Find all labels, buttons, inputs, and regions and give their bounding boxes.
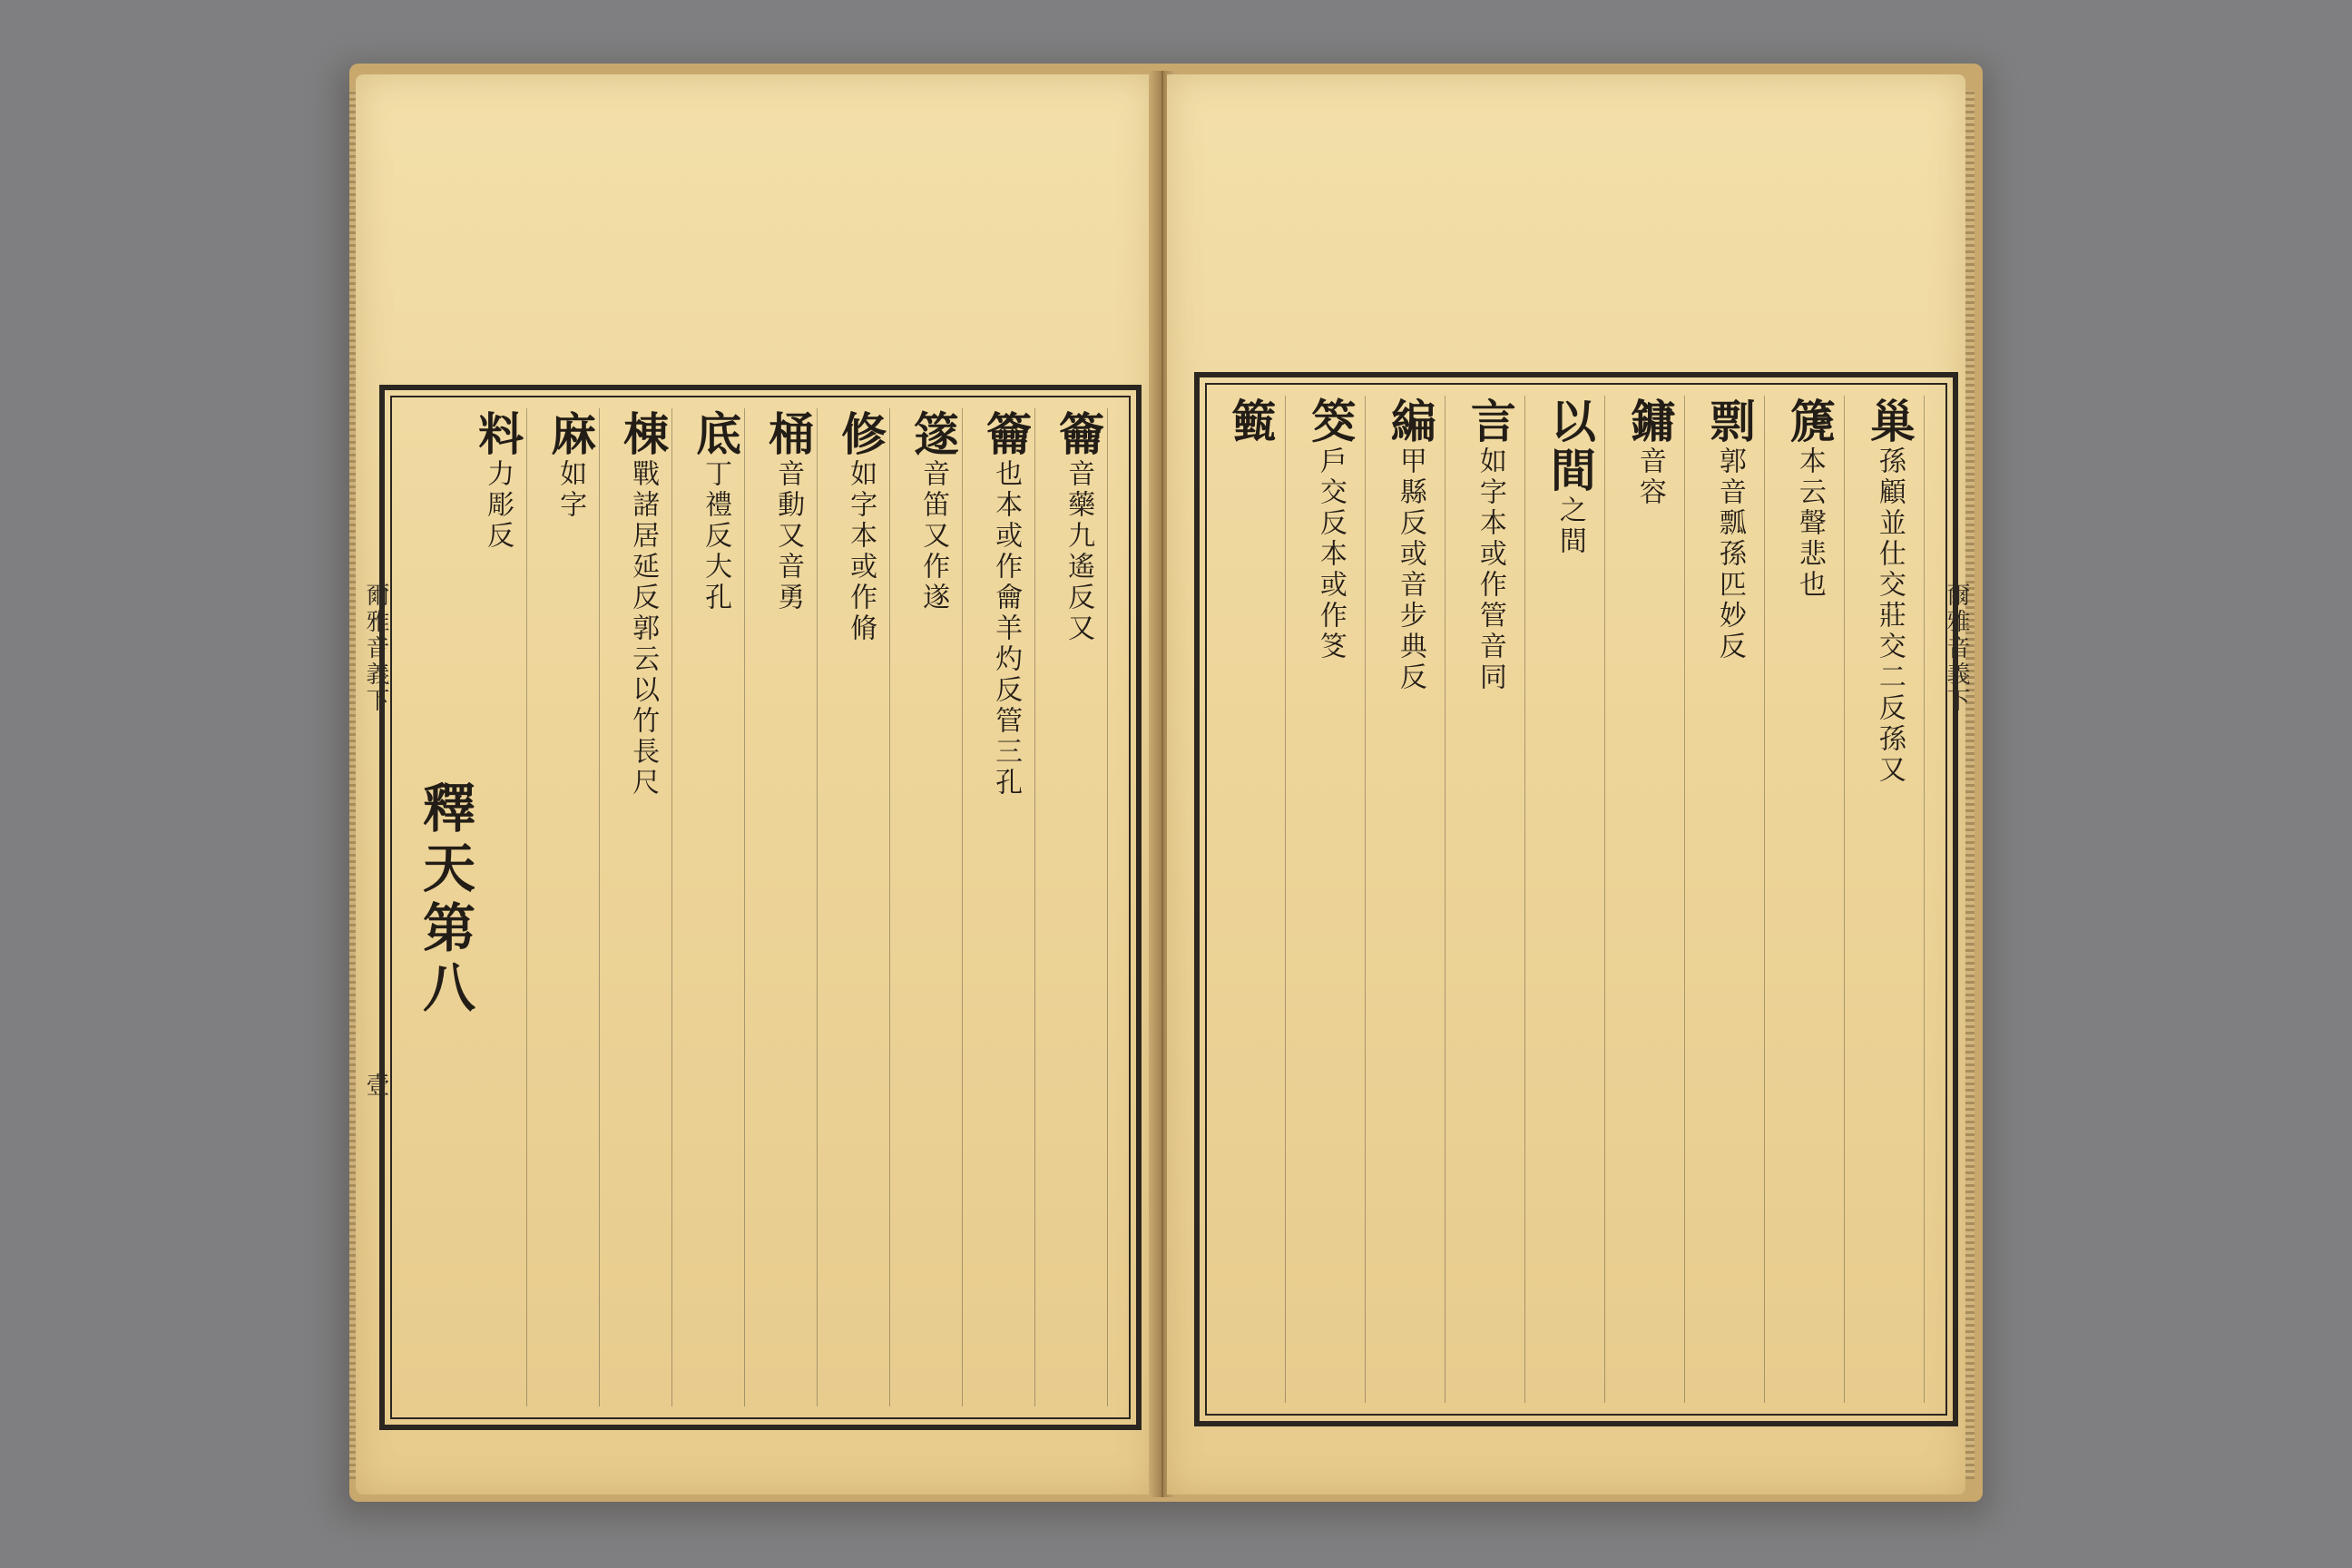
- column-rule: [962, 408, 963, 1406]
- headword: 籥: [979, 410, 1034, 459]
- column-rule: [1285, 396, 1286, 1403]
- column-rule: [526, 408, 527, 1406]
- column-rule: [817, 408, 818, 1406]
- gloss-text: 如字: [554, 459, 587, 521]
- right-page: [1167, 74, 1970, 1494]
- gloss-text: 孫顧並仕交莊交二反孫又: [1873, 446, 1906, 786]
- column-rule: [599, 408, 600, 1406]
- headword: 桶: [761, 410, 816, 459]
- headword: 篪: [1782, 397, 1837, 446]
- headword: 修: [834, 410, 888, 459]
- headword: 篴: [906, 410, 961, 459]
- headword: 籥: [1052, 410, 1106, 459]
- column-rule: [1844, 396, 1845, 1403]
- text-column: [1052, 410, 1106, 644]
- text-column: [1383, 397, 1437, 693]
- headword: 筊: [1303, 397, 1357, 446]
- text-column: [1303, 397, 1357, 662]
- headword: 底: [689, 410, 743, 459]
- headword: 剽: [1702, 397, 1757, 446]
- gloss-text: 丁禮反大孔: [700, 459, 732, 613]
- gloss-text: 之間: [1553, 495, 1586, 557]
- text-column: [1622, 397, 1677, 508]
- text-column: [906, 410, 961, 613]
- column-rule: [1524, 396, 1525, 1403]
- column-rule: [1924, 396, 1925, 1403]
- left-text-frame: [379, 385, 1142, 1430]
- column-rule: [1365, 396, 1366, 1403]
- text-column: [834, 410, 888, 644]
- text-column: [1543, 397, 1597, 557]
- headword: 棟: [616, 410, 671, 459]
- gloss-text: 力彫反: [482, 459, 514, 552]
- gloss-text: 音笛又作遂: [917, 459, 950, 613]
- gloss-text: 郭音瓢孫匹妙反: [1713, 446, 1746, 662]
- left-page-number: 壹: [362, 1073, 389, 1099]
- column-rule: [671, 408, 672, 1406]
- text-column: [1223, 397, 1278, 446]
- column-rule: [1604, 396, 1605, 1403]
- gloss-text: 戰諸居延反郭云以竹長尺: [627, 459, 660, 799]
- gloss-text: 戶交反本或作笅: [1314, 446, 1347, 662]
- text-column: [1782, 397, 1837, 601]
- headword: 言: [1463, 397, 1517, 446]
- headword: 巢: [1862, 397, 1916, 446]
- headword: 麻: [544, 410, 598, 459]
- left-margin-label: 爾雅音義下: [362, 583, 389, 714]
- gloss-text: 如字本或作管音同: [1474, 446, 1506, 693]
- headword: 以間: [1543, 397, 1597, 495]
- headword: 籈: [1223, 397, 1278, 446]
- gloss-text: 甲縣反或音步典反: [1394, 446, 1426, 693]
- text-column: [616, 410, 671, 799]
- text-column: [1702, 397, 1757, 662]
- text-column: [1463, 397, 1517, 693]
- gloss-text: 如字本或作脩: [845, 459, 877, 644]
- text-column: [544, 410, 598, 521]
- column-rule: [1764, 396, 1765, 1403]
- text-column: [979, 410, 1034, 799]
- text-column: [689, 410, 743, 613]
- column-rule: [1107, 408, 1108, 1406]
- headword: 鏞: [1622, 397, 1677, 446]
- gloss-text: 音動又音勇: [772, 459, 805, 613]
- gloss-text: 本云聲悲也: [1793, 446, 1826, 601]
- headword: 料: [471, 410, 525, 459]
- right-text-frame: [1194, 372, 1958, 1426]
- text-column: [761, 410, 816, 613]
- right-margin-label: 爾雅音義下: [1943, 583, 1970, 714]
- headword: 編: [1383, 397, 1437, 446]
- text-column: [471, 410, 525, 552]
- column-rule: [1684, 396, 1685, 1403]
- column-rule: [1445, 396, 1446, 1403]
- gloss-text: 也本或作龠羊灼反管三孔: [990, 459, 1023, 799]
- column-rule: [1034, 408, 1035, 1406]
- column-rule: [744, 408, 745, 1406]
- left-page: [356, 74, 1154, 1494]
- text-column: [1862, 397, 1916, 786]
- gloss-text: 音容: [1633, 446, 1666, 508]
- section-title: 釋天第八: [414, 780, 475, 1020]
- column-rule: [889, 408, 890, 1406]
- gloss-text: 音藥九遙反又: [1063, 459, 1095, 644]
